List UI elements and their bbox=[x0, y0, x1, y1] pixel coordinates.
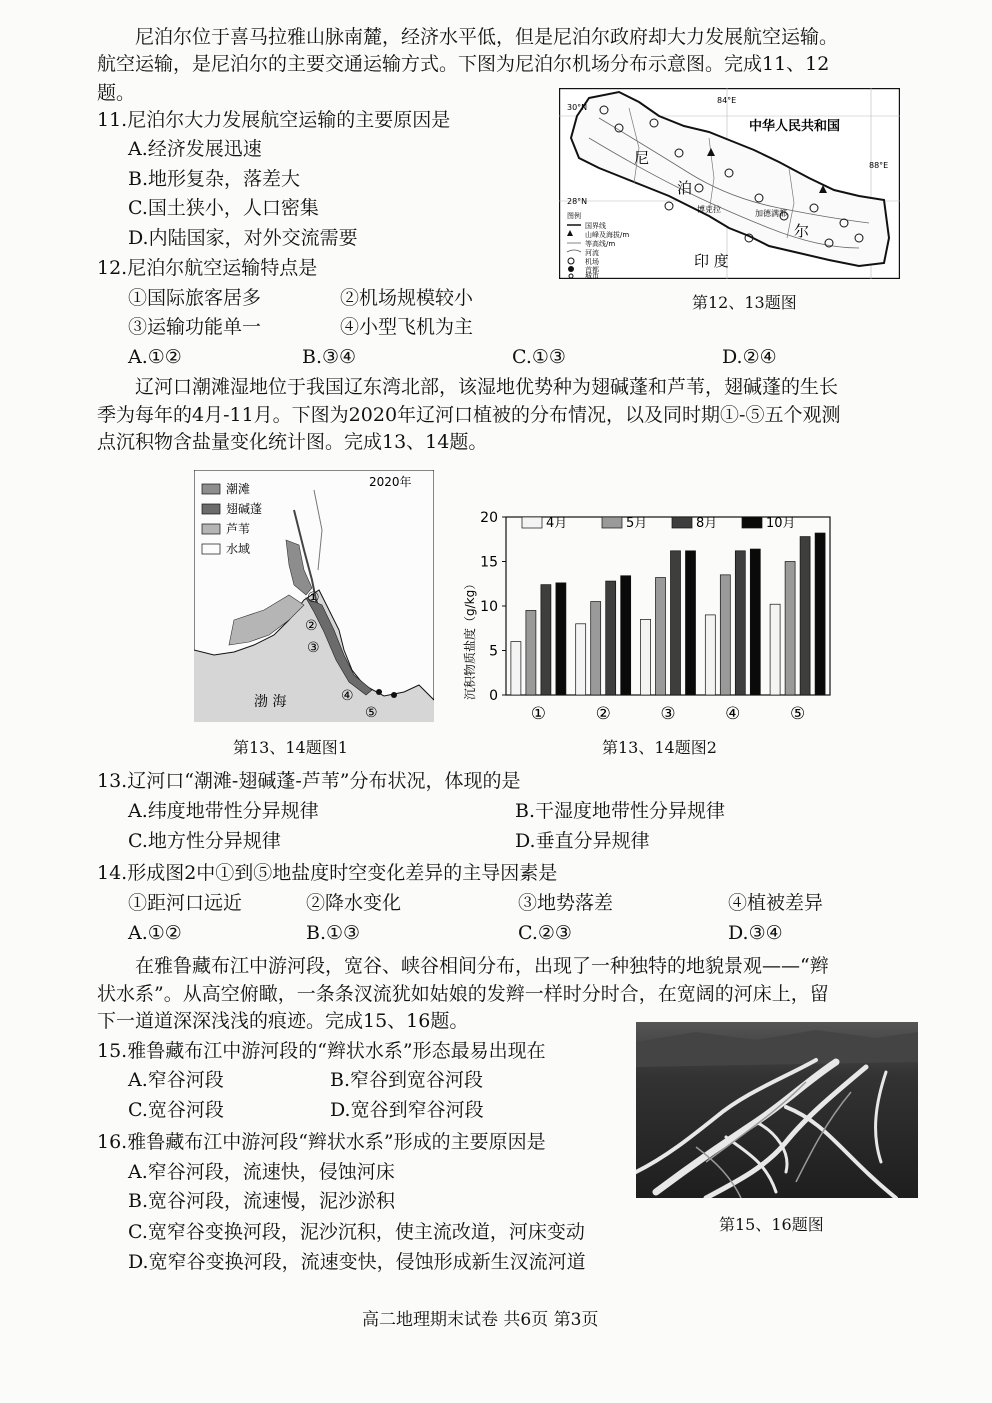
intro3-line2: 状水系”。从高空俯瞰，一条条汊流犹如姑娘的发辫一样时分时合，在宽阔的河床上，留 bbox=[97, 983, 829, 1005]
legend-capital: 首都 bbox=[585, 266, 599, 274]
q14-option-a[interactable]: A.①② bbox=[128, 922, 182, 944]
q12-item-2: ②机场规模较小 bbox=[340, 287, 474, 309]
y-tick-label-3: 15 bbox=[480, 554, 498, 571]
legend-border: 国界线 bbox=[585, 222, 606, 230]
q16-option-c[interactable]: C.宽窄谷变换河段，泥沙沉积，使主流改道，河床变动 bbox=[128, 1221, 585, 1243]
q14-option-b[interactable]: B.①③ bbox=[306, 922, 361, 944]
lon-88: 88°E bbox=[869, 161, 889, 170]
city-kathmandu: 加德满都 bbox=[755, 209, 787, 218]
legend-label-3: 10月 bbox=[766, 516, 796, 531]
bar-4-10月 bbox=[750, 549, 760, 695]
legend-reed: 芦苇 bbox=[226, 522, 251, 536]
city-pokhara: 博克拉 bbox=[697, 205, 721, 214]
point-2: ② bbox=[305, 618, 318, 634]
y-tick-label-0: 0 bbox=[489, 688, 498, 704]
bar-2-10月 bbox=[621, 576, 631, 695]
bar-3-10月 bbox=[686, 551, 696, 695]
bar-5-5月 bbox=[785, 562, 795, 696]
q16-option-d[interactable]: D.宽窄谷变换河段，流速变快，侵蚀形成新生汊流河道 bbox=[128, 1251, 586, 1273]
intro2-line2: 季为每年的4月-11月。下图为2020年辽河口植被的分布情况，以及同时期①-⑤五个观测 bbox=[97, 404, 841, 426]
q12-option-b[interactable]: B.③④ bbox=[302, 346, 357, 368]
legend-label-0: 4月 bbox=[546, 516, 568, 531]
legend-swatch-2 bbox=[672, 517, 692, 528]
q12-option-a[interactable]: A.①② bbox=[128, 346, 182, 368]
bar-3-5月 bbox=[656, 578, 666, 695]
bar-1-10月 bbox=[556, 583, 566, 695]
q12-option-d[interactable]: D.②④ bbox=[722, 346, 777, 368]
bar-1-8月 bbox=[541, 585, 551, 695]
q15-option-b[interactable]: B.窄谷到宽谷河段 bbox=[330, 1069, 484, 1091]
legend-city: 城市 bbox=[585, 272, 599, 279]
legend-swatch-3 bbox=[742, 517, 762, 528]
legend-airport: 机场 bbox=[585, 258, 599, 266]
page-footer: 高二地理期末试卷 共6页 第3页 bbox=[362, 1310, 599, 1330]
q14-stem: 14.形成图2中①到⑤地盐度时空变化差异的主导因素是 bbox=[97, 862, 558, 884]
q11-option-c[interactable]: C.国土狭小，人口密集 bbox=[128, 197, 319, 219]
chart-ylabel: 沉积物质盐度（g/kg） bbox=[463, 577, 477, 700]
q14-item-2: ②降水变化 bbox=[306, 892, 402, 914]
y-tick-label-2: 10 bbox=[480, 599, 498, 615]
india-label: 印 度 bbox=[694, 252, 729, 270]
map1-caption: 第12、13题图 bbox=[692, 293, 797, 312]
photo-caption: 第15、16题图 bbox=[719, 1215, 824, 1234]
legend-swatch-0 bbox=[522, 517, 542, 528]
intro1-line2: 航空运输，是尼泊尔的主要交通运输方式。下图为尼泊尔机场分布示意图。完成11、12 bbox=[97, 53, 830, 75]
nepal-char-3: 尔 bbox=[794, 222, 810, 240]
nepal-airport-map bbox=[559, 88, 900, 279]
plot-frame bbox=[506, 517, 830, 695]
bar-4-5月 bbox=[720, 575, 730, 695]
bar-3-8月 bbox=[671, 551, 681, 695]
q15-option-c[interactable]: C.宽谷河段 bbox=[128, 1099, 224, 1121]
legend-tidal-flat: 潮滩 bbox=[226, 482, 251, 496]
point-1: ① bbox=[307, 590, 320, 606]
legend-peak: 山峰及海拔/m bbox=[585, 231, 630, 239]
q14-option-d[interactable]: D.③④ bbox=[728, 922, 783, 944]
intro1-line3: 题。 bbox=[97, 82, 136, 104]
intro2-line3: 点沉积物含盐量变化统计图。完成13、14题。 bbox=[97, 431, 488, 453]
bar-2-8月 bbox=[606, 581, 616, 695]
q13-stem: 13.辽河口“潮滩-翅碱蓬-芦苇”分布状况，体现的是 bbox=[97, 770, 521, 792]
bar-1-4月 bbox=[511, 642, 521, 695]
q16-stem: 16.雅鲁藏布江中游河段“辫状水系”形成的主要原因是 bbox=[97, 1131, 546, 1153]
x-tick-label-2: ③ bbox=[660, 704, 676, 724]
point-4: ④ bbox=[341, 688, 354, 704]
x-tick-label-4: ⑤ bbox=[789, 704, 806, 724]
legend-title: 图例 bbox=[567, 212, 581, 220]
y-tick-label-1: 5 bbox=[489, 643, 498, 660]
q14-item-3: ③地势落差 bbox=[518, 892, 614, 914]
lat-30: 30°N bbox=[567, 103, 588, 112]
legend-river: 河流 bbox=[585, 249, 599, 257]
x-tick-label-0: ① bbox=[530, 704, 547, 724]
bar-2-4月 bbox=[576, 624, 586, 695]
braided-river-photo bbox=[636, 1022, 918, 1198]
map2-year: 2020年 bbox=[369, 475, 412, 489]
q15-stem: 15.雅鲁藏布江中游河段的“辫状水系”形态最易出现在 bbox=[97, 1040, 546, 1062]
liaohe-vegetation-map bbox=[194, 470, 434, 722]
lon-84: 84°E bbox=[717, 96, 737, 105]
q12-item-1: ①国际旅客居多 bbox=[128, 287, 262, 309]
legend-label-1: 5月 bbox=[626, 516, 648, 531]
bar-1-5月 bbox=[526, 610, 536, 695]
legend-label-2: 8月 bbox=[696, 516, 718, 531]
intro3-line1: 在雅鲁藏布江中游河段，宽谷、峡谷相间分布，出现了一种独特的地貌景观——“辫 bbox=[135, 955, 829, 977]
intro2-line1: 辽河口潮滩湿地位于我国辽东湾北部，该湿地优势种为翅碱蓬和芦苇，翅碱蓬的生长 bbox=[135, 376, 839, 398]
q13-option-a[interactable]: A.纬度地带性分异规律 bbox=[128, 800, 319, 822]
q14-item-1: ①距河口远近 bbox=[128, 892, 243, 914]
china-label: 中华人民共和国 bbox=[749, 119, 841, 134]
legend-contour: 等高线/m bbox=[585, 240, 616, 248]
point-5: ⑤ bbox=[365, 705, 378, 721]
q16-option-a[interactable]: A.窄谷河段，流速快，侵蚀河床 bbox=[128, 1161, 395, 1183]
lat-28: 28°N bbox=[567, 197, 588, 206]
q15-option-a[interactable]: A.窄谷河段 bbox=[128, 1069, 224, 1091]
legend-suaeda: 翅碱蓬 bbox=[226, 502, 263, 516]
q15-option-d[interactable]: D.宽谷到窄谷河段 bbox=[330, 1099, 484, 1121]
q14-item-4: ④植被差异 bbox=[728, 892, 824, 914]
salinity-bar-chart bbox=[460, 505, 840, 735]
bar-5-10月 bbox=[815, 533, 825, 695]
chart-caption: 第13、14题图2 bbox=[602, 738, 717, 757]
bar-4-8月 bbox=[735, 551, 745, 695]
q11-option-d[interactable]: D.内陆国家，对外交流需要 bbox=[128, 227, 358, 249]
y-tick-label-4: 20 bbox=[480, 510, 498, 526]
nepal-char-1: 尼 bbox=[634, 149, 650, 167]
q12-item-4: ④小型飞机为主 bbox=[340, 316, 474, 338]
q11-stem: 11.尼泊尔大力发展航空运输的主要原因是 bbox=[97, 109, 451, 131]
bohai-label: 渤 海 bbox=[254, 694, 287, 710]
q14-option-c[interactable]: C.②③ bbox=[518, 922, 572, 944]
bar-5-8月 bbox=[800, 537, 810, 695]
q16-option-b[interactable]: B.宽谷河段，流速慢，泥沙淤积 bbox=[128, 1190, 396, 1212]
chart-legend bbox=[522, 516, 796, 531]
legend-water: 水域 bbox=[226, 542, 251, 556]
bar-5-4月 bbox=[770, 604, 780, 695]
intro1-line1: 尼泊尔位于喜马拉雅山脉南麓，经济水平低，但是尼泊尔政府却大力发展航空运输。 bbox=[135, 26, 839, 48]
bar-4-4月 bbox=[705, 615, 715, 695]
legend-swatch-1 bbox=[602, 517, 622, 528]
x-tick-label-1: ② bbox=[595, 704, 611, 724]
q12-stem: 12.尼泊尔航空运输特点是 bbox=[97, 257, 318, 279]
chart-bars bbox=[511, 533, 825, 695]
map2-caption: 第13、14题图1 bbox=[233, 738, 348, 757]
bar-2-5月 bbox=[591, 602, 601, 695]
point-3: ③ bbox=[307, 640, 320, 656]
q13-option-d[interactable]: D.垂直分异规律 bbox=[515, 830, 650, 852]
q13-option-c[interactable]: C.地方性分异规律 bbox=[128, 830, 281, 852]
q12-item-3: ③运输功能单一 bbox=[128, 316, 262, 338]
intro3-line3: 下一道道深深浅浅的痕迹。完成15、16题。 bbox=[97, 1010, 469, 1032]
bar-3-4月 bbox=[641, 619, 651, 695]
nepal-char-2: 泊 bbox=[677, 179, 693, 197]
q13-option-b[interactable]: B.干湿度地带性分异规律 bbox=[515, 800, 726, 822]
q11-option-b[interactable]: B.地形复杂，落差大 bbox=[128, 168, 301, 190]
x-tick-label-3: ④ bbox=[725, 704, 741, 724]
q12-option-c[interactable]: C.①③ bbox=[512, 346, 566, 368]
q11-option-a[interactable]: A.经济发展迅速 bbox=[128, 138, 262, 160]
